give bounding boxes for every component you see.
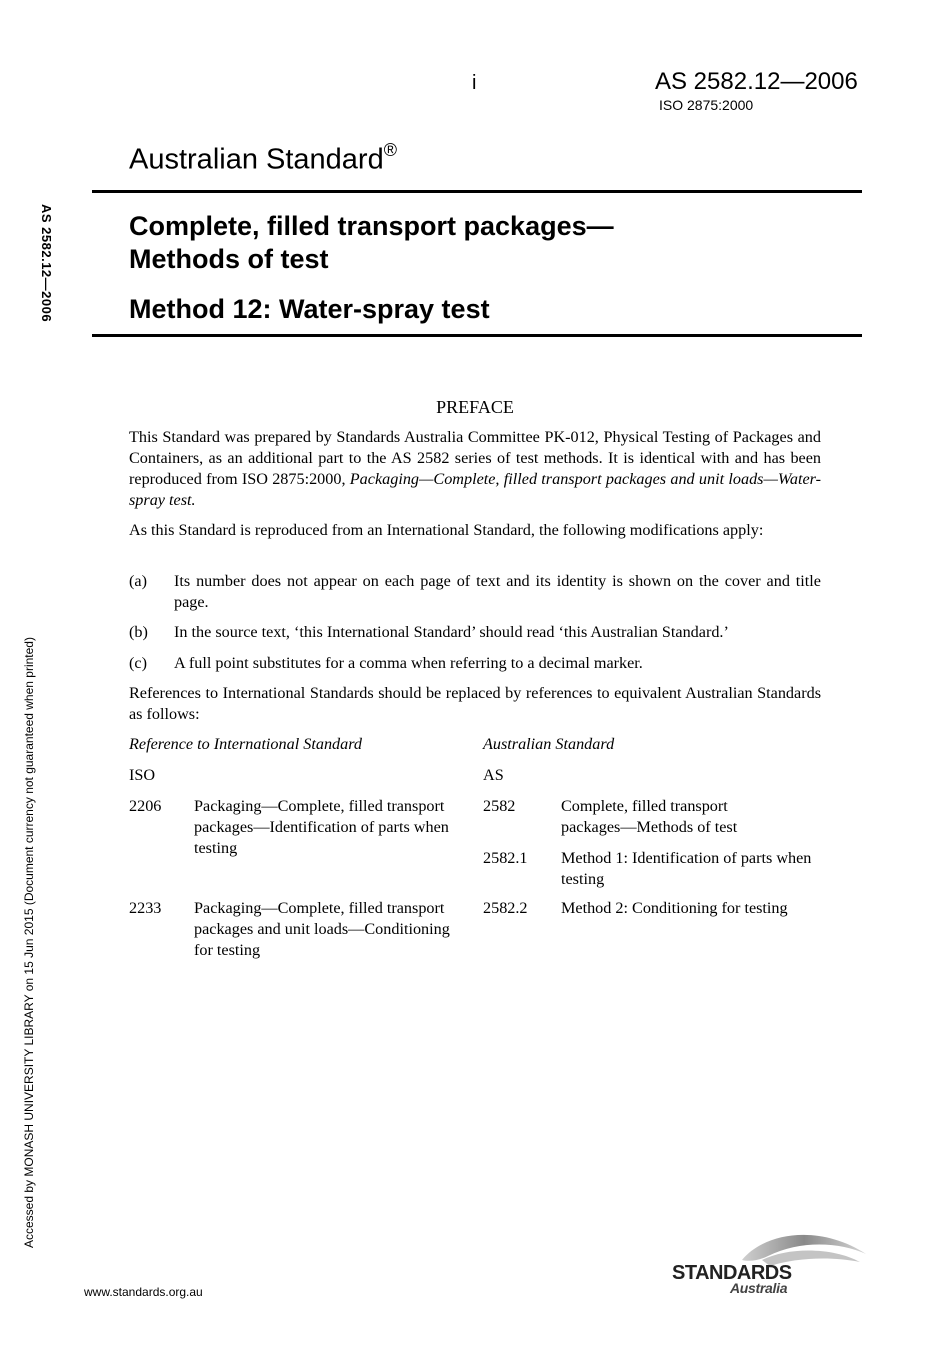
as-ref-number: 2582.1 <box>483 849 528 867</box>
as-ref-title: Method 1: Identification of parts when testing <box>561 849 812 888</box>
standard-label <box>129 142 397 177</box>
title-line-2: Methods of test <box>129 244 329 274</box>
list-item-text: Its number does not appear on each page of text and its identity is shown on the cover and title page. <box>174 572 821 611</box>
logo-wordmark: STANDARDS <box>672 1262 792 1284</box>
preface-paragraph-3: References to International Standards should be replaced by references to equivalent Australian Standards as follows: <box>129 684 821 723</box>
title-line-1: Complete, filled transport packages— <box>129 211 614 241</box>
preface-paragraph-1 <box>129 427 821 511</box>
list-item-text: A full point substitutes for a comma when referring to a decimal marker. <box>174 654 643 672</box>
iso-ref-title: Packaging—Complete, filled transport packages—Identification of parts when testing <box>194 797 449 857</box>
table-prefix-iso: ISO <box>129 766 156 784</box>
table-prefix-as: AS <box>483 766 504 784</box>
iso-ref-number: 2233 <box>129 899 162 917</box>
document-id: AS 2582.12—2006 <box>655 68 858 95</box>
registered-mark: ® <box>383 140 397 160</box>
iso-ref-title: Packaging—Complete, filled transport packages and unit loads—Conditioning for testing <box>194 899 450 959</box>
title-rule-bottom <box>92 334 862 337</box>
page-number: i <box>472 72 477 94</box>
as-ref-number: 2582.2 <box>483 899 528 917</box>
preface-heading: PREFACE <box>436 397 514 417</box>
list-item-label: (a) <box>129 572 147 590</box>
list-item-label: (b) <box>129 623 148 641</box>
title-rule-top <box>92 190 862 193</box>
footer-url: www.standards.org.au <box>84 1285 203 1299</box>
table-header-australian: Australian Standard <box>483 735 615 753</box>
list-item-text: In the source text, ‘this International Standard’ should read ‘this Australian Standard.’ <box>174 623 729 641</box>
preface-p1-italic-title: Packaging—Complete, filled transport packages and unit loads—Water-spray test. <box>129 470 822 509</box>
as-ref-title: Complete, filled transport packages—Methods of test <box>561 797 738 836</box>
preface-paragraph-2: As this Standard is reproduced from an International Standard, the following modifications apply: <box>129 521 764 539</box>
logo-subtitle: Australia <box>730 1280 788 1296</box>
document-title <box>129 210 614 276</box>
preface-p1-text: This Standard was prepared by Standards Australia Committee PK-012, Physical Testing of Packages and Containers, as an additional part to the AS 2582 series of test methods. It is identical with and has been reproduced from ISO 2875:2000, <box>129 428 821 488</box>
access-note: Accessed by MONASH UNIVERSITY LIBRARY on 15 Jun 2015 (Document currency not guaranteed when printed) <box>22 637 36 1248</box>
standard-label-text: Australian Standard <box>129 143 384 176</box>
iso-id: ISO 2875:2000 <box>659 97 754 113</box>
iso-ref-number: 2206 <box>129 797 162 815</box>
list-item-label: (c) <box>129 654 147 672</box>
side-document-id: AS 2582.12—2006 <box>39 204 54 323</box>
table-header-international: Reference to International Standard <box>129 735 363 753</box>
as-ref-number: 2582 <box>483 797 516 815</box>
document-subtitle: Method 12: Water-spray test <box>129 294 490 324</box>
as-ref-title: Method 2: Conditioning for testing <box>561 899 788 917</box>
